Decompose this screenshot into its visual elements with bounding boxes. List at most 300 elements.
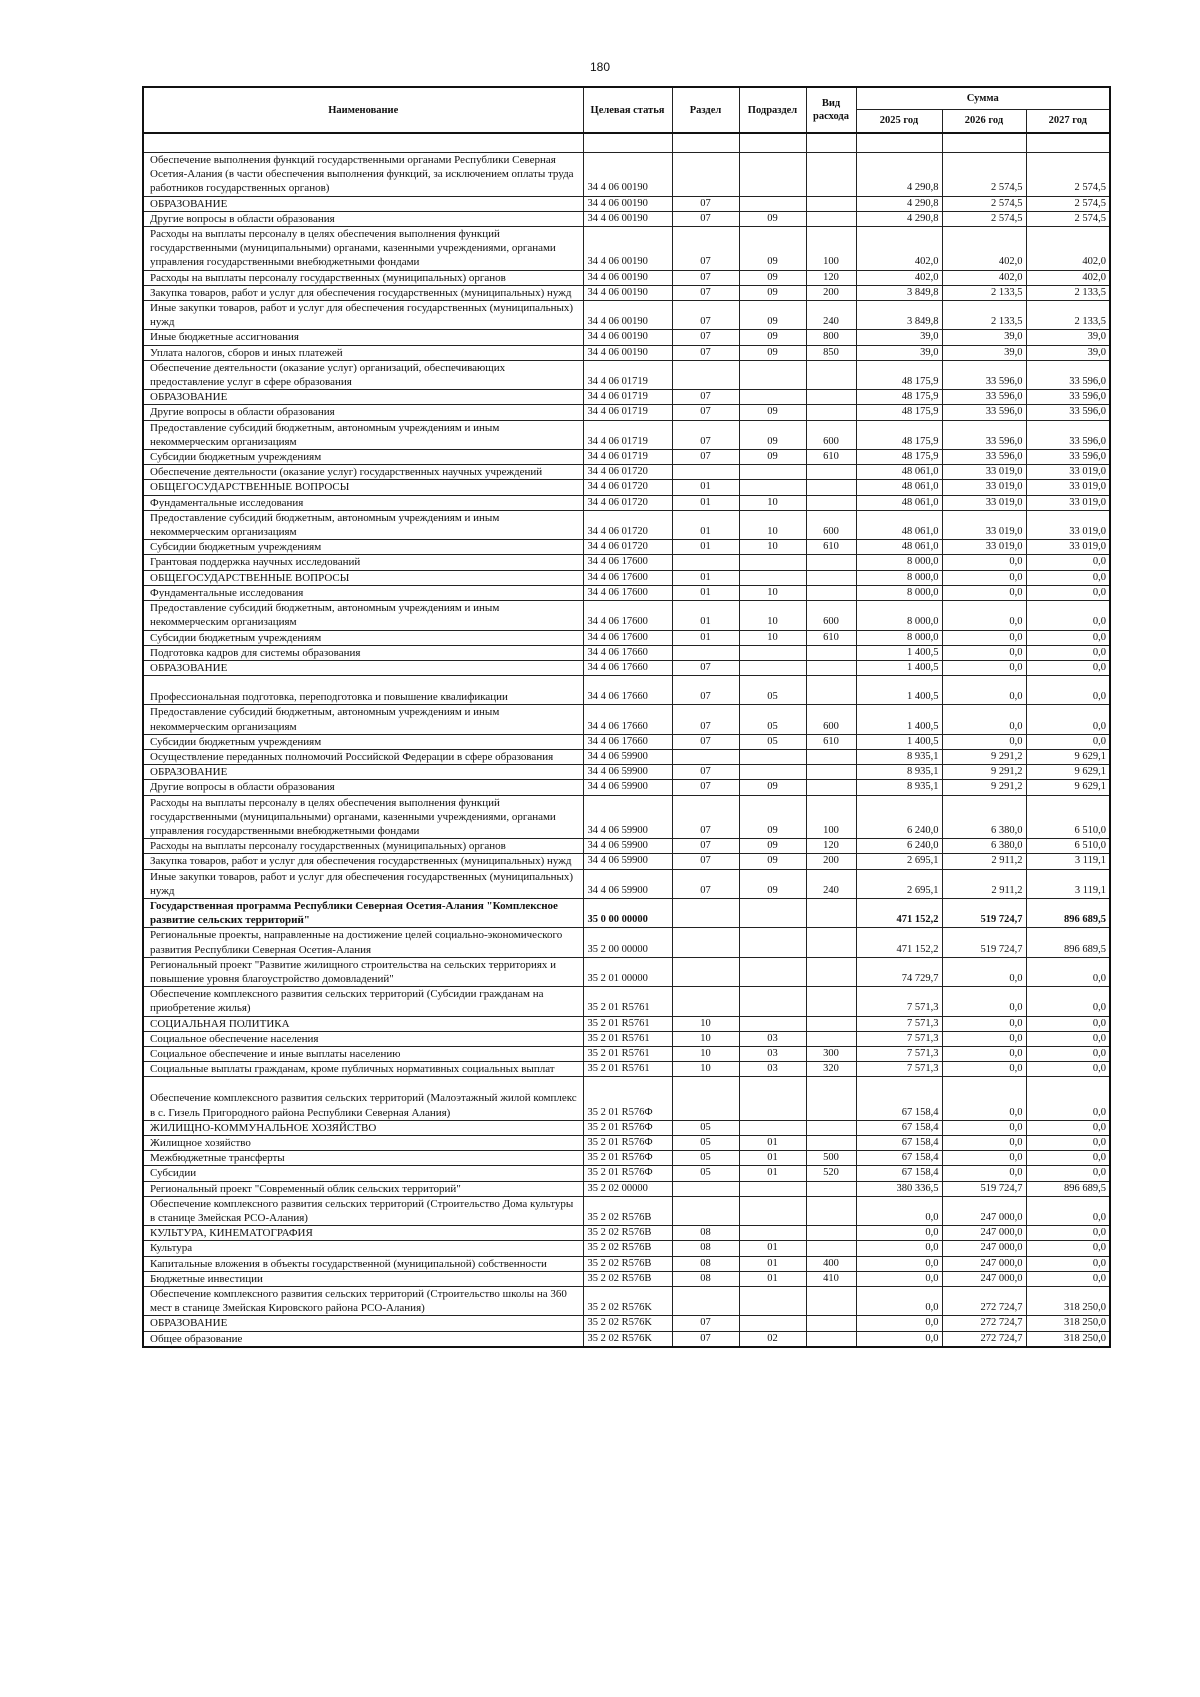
row-sum-2027: 9 629,1 [1026,780,1110,795]
table-row [143,869,1110,898]
row-sum-2025: 7 571,3 [856,1062,942,1077]
row-target-article: 34 4 06 01719 [583,450,672,465]
row-sum-2026: 33 019,0 [942,510,1026,539]
table-row [143,1016,1110,1031]
row-subsection: 01 [739,1241,806,1256]
table-row [143,1151,1110,1166]
row-expense-type [806,1120,856,1135]
row-expense-type [806,749,856,764]
row-expense-type [806,1181,856,1196]
row-sum-2025: 4 290,8 [856,196,942,211]
row-sum-2027: 2 133,5 [1026,285,1110,300]
row-target-article: 35 2 01 R576Ф [583,1120,672,1135]
row-sum-2026: 33 019,0 [942,540,1026,555]
table-row [143,196,1110,211]
table-row [143,510,1110,539]
row-target-article: 34 4 06 17600 [583,601,672,630]
row-sum-2025: 7 571,3 [856,987,942,1016]
row-subsection [739,1316,806,1331]
row-expense-type [806,1077,856,1120]
row-expense-type: 520 [806,1166,856,1181]
row-target-article: 35 2 01 R5761 [583,1016,672,1031]
row-expense-type [806,1196,856,1225]
row-sum-2027: 0,0 [1026,1271,1110,1286]
row-sum-2025: 8 000,0 [856,555,942,570]
row-subsection: 03 [739,1046,806,1061]
row-target-article: 35 2 02 R576B [583,1226,672,1241]
header-subsection: Подраздел [739,87,806,133]
row-expense-type: 120 [806,270,856,285]
row-sum-2025: 0,0 [856,1241,942,1256]
row-name: Расходы на выплаты персоналу в целях обеспечения выполнения функций государственными (муниципальными) органами, казенными учреждениями, органами управления государственными внебюджетными фондами [143,227,583,271]
row-sum-2027: 896 689,5 [1026,898,1110,927]
row-section: 07 [672,227,739,271]
row-sum-2025: 0,0 [856,1271,942,1286]
row-sum-2027: 33 019,0 [1026,510,1110,539]
row-target-article: 34 4 06 00190 [583,270,672,285]
budget-table [142,86,1111,1348]
row-sum-2027: 318 250,0 [1026,1316,1110,1331]
row-expense-type [806,405,856,420]
row-subsection: 09 [739,211,806,226]
row-expense-type: 610 [806,734,856,749]
row-name: Фундаментальные исследования [143,585,583,600]
row-name: СОЦИАЛЬНАЯ ПОЛИТИКА [143,1016,583,1031]
row-expense-type: 200 [806,854,856,869]
row-section: 07 [672,795,739,839]
row-name: ОБРАЗОВАНИЕ [143,196,583,211]
row-sum-2026: 9 291,2 [942,749,1026,764]
row-target-article: 35 2 02 R576B [583,1196,672,1225]
table-row [143,420,1110,449]
row-name: Бюджетные инвестиции [143,1271,583,1286]
row-target-article: 34 4 06 17600 [583,630,672,645]
header-target-article: Целевая статья [583,87,672,133]
row-target-article: 34 4 06 59900 [583,765,672,780]
row-sum-2025: 67 158,4 [856,1077,942,1120]
row-subsection [739,480,806,495]
row-expense-type: 240 [806,301,856,330]
header-year-2026: 2026 год [942,109,1026,133]
row-section: 07 [672,211,739,226]
table-row [143,795,1110,839]
row-sum-2027: 0,0 [1026,1151,1110,1166]
row-target-article: 35 2 01 R5761 [583,1046,672,1061]
row-section: 07 [672,839,739,854]
row-target-article: 35 2 01 R5761 [583,987,672,1016]
row-section: 08 [672,1256,739,1271]
row-sum-2027: 0,0 [1026,1016,1110,1031]
row-name: Иные закупки товаров, работ и услуг для обеспечения государственных (муниципальных) нужд [143,301,583,330]
row-sum-2025: 7 571,3 [856,1031,942,1046]
header-year-2027: 2027 год [1026,109,1110,133]
table-row [143,854,1110,869]
row-subsection: 03 [739,1031,806,1046]
row-sum-2027: 0,0 [1026,585,1110,600]
row-sum-2027: 9 629,1 [1026,749,1110,764]
row-sum-2026: 33 596,0 [942,450,1026,465]
row-target-article: 35 2 01 R5761 [583,1031,672,1046]
row-sum-2025: 0,0 [856,1256,942,1271]
row-target-article: 34 4 06 01719 [583,420,672,449]
row-sum-2025: 48 061,0 [856,465,942,480]
row-expense-type: 800 [806,330,856,345]
row-section: 10 [672,1031,739,1046]
row-sum-2025: 39,0 [856,345,942,360]
row-sum-2025: 48 175,9 [856,390,942,405]
row-name: ОБЩЕГОСУДАРСТВЕННЫЕ ВОПРОСЫ [143,480,583,495]
row-section: 07 [672,196,739,211]
table-row [143,480,1110,495]
table-spacer-row [143,133,1110,153]
row-subsection [739,957,806,986]
row-sum-2026: 519 724,7 [942,928,1026,957]
row-name: Предоставление субсидий бюджетным, автономным учреждениям и иным некоммерческим организациям [143,510,583,539]
table-row [143,360,1110,389]
row-sum-2025: 8 935,1 [856,780,942,795]
row-sum-2025: 48 175,9 [856,420,942,449]
table-row [143,390,1110,405]
row-expense-type: 850 [806,345,856,360]
row-section [672,898,739,927]
row-subsection: 05 [739,705,806,734]
row-expense-type: 610 [806,630,856,645]
row-target-article: 34 4 06 00190 [583,330,672,345]
table-row [143,765,1110,780]
row-section: 01 [672,480,739,495]
row-subsection: 09 [739,227,806,271]
row-sum-2026: 0,0 [942,705,1026,734]
row-sum-2025: 39,0 [856,330,942,345]
row-sum-2026: 519 724,7 [942,898,1026,927]
row-section: 07 [672,301,739,330]
row-sum-2026: 0,0 [942,630,1026,645]
row-target-article: 35 2 02 R576K [583,1287,672,1316]
row-target-article: 34 4 06 59900 [583,749,672,764]
row-sum-2025: 3 849,8 [856,301,942,330]
row-sum-2027: 2 574,5 [1026,211,1110,226]
row-sum-2027: 0,0 [1026,957,1110,986]
row-subsection: 09 [739,420,806,449]
table-row [143,1241,1110,1256]
row-subsection: 01 [739,1151,806,1166]
row-sum-2027: 0,0 [1026,705,1110,734]
row-expense-type: 320 [806,1062,856,1077]
row-sum-2025: 8 000,0 [856,570,942,585]
row-sum-2027: 6 510,0 [1026,839,1110,854]
row-target-article: 34 4 06 01720 [583,510,672,539]
row-sum-2027: 896 689,5 [1026,928,1110,957]
row-subsection [739,360,806,389]
row-subsection: 01 [739,1136,806,1151]
table-row [143,957,1110,986]
row-sum-2025: 402,0 [856,227,942,271]
row-name: Предоставление субсидий бюджетным, автономным учреждениям и иным некоммерческим организациям [143,420,583,449]
row-sum-2026: 9 291,2 [942,765,1026,780]
row-sum-2027: 3 119,1 [1026,854,1110,869]
table-row [143,465,1110,480]
row-sum-2026: 2 133,5 [942,301,1026,330]
table-row [143,270,1110,285]
row-name: Расходы на выплаты персоналу государственных (муниципальных) органов [143,839,583,854]
table-row [143,645,1110,660]
row-target-article: 35 0 00 00000 [583,898,672,927]
row-expense-type: 120 [806,839,856,854]
row-name: Грантовая поддержка научных исследований [143,555,583,570]
row-sum-2027: 896 689,5 [1026,1181,1110,1196]
table-row [143,1196,1110,1225]
row-target-article: 34 4 06 01720 [583,480,672,495]
row-name: Подготовка кадров для системы образования [143,645,583,660]
row-target-article: 35 2 01 R576Ф [583,1136,672,1151]
row-name: Профессиональная подготовка, переподготовка и повышение квалификации [143,676,583,705]
row-target-article: 35 2 02 00000 [583,1181,672,1196]
row-expense-type [806,196,856,211]
row-sum-2026: 39,0 [942,330,1026,345]
row-subsection [739,1077,806,1120]
table-row [143,839,1110,854]
row-sum-2025: 74 729,7 [856,957,942,986]
row-sum-2027: 0,0 [1026,987,1110,1016]
row-sum-2026: 0,0 [942,1031,1026,1046]
row-subsection [739,390,806,405]
row-name: Субсидии бюджетным учреждениям [143,734,583,749]
table-row [143,1331,1110,1347]
row-subsection: 09 [739,854,806,869]
row-sum-2025: 1 400,5 [856,734,942,749]
row-sum-2027: 0,0 [1026,1136,1110,1151]
row-subsection: 09 [739,270,806,285]
table-row [143,1316,1110,1331]
row-name: Государственная программа Республики Северная Осетия-Алания "Комплексное развитие сельских территорий" [143,898,583,927]
table-row [143,780,1110,795]
row-expense-type: 100 [806,795,856,839]
row-section: 10 [672,1016,739,1031]
row-expense-type [806,660,856,675]
row-sum-2025: 0,0 [856,1316,942,1331]
row-sum-2025: 48 061,0 [856,540,942,555]
row-sum-2025: 48 175,9 [856,405,942,420]
row-section: 07 [672,390,739,405]
row-name: Субсидии бюджетным учреждениям [143,630,583,645]
row-target-article: 34 4 06 00190 [583,227,672,271]
row-section: 01 [672,570,739,585]
row-name: ОБРАЗОВАНИЕ [143,660,583,675]
row-subsection [739,1016,806,1031]
row-name: Расходы на выплаты персоналу государственных (муниципальных) органов [143,270,583,285]
row-sum-2025: 67 158,4 [856,1120,942,1135]
row-sum-2027: 39,0 [1026,330,1110,345]
row-sum-2025: 1 400,5 [856,645,942,660]
row-sum-2026: 0,0 [942,987,1026,1016]
table-row [143,301,1110,330]
row-subsection: 05 [739,734,806,749]
row-target-article: 35 2 01 00000 [583,957,672,986]
row-sum-2027: 0,0 [1026,1077,1110,1120]
row-sum-2025: 48 175,9 [856,450,942,465]
row-sum-2025: 8 000,0 [856,601,942,630]
row-section: 07 [672,450,739,465]
row-expense-type: 600 [806,420,856,449]
row-expense-type [806,153,856,197]
row-expense-type [806,390,856,405]
table-row [143,1120,1110,1135]
row-subsection [739,765,806,780]
row-subsection [739,898,806,927]
row-sum-2026: 2 574,5 [942,196,1026,211]
row-section: 07 [672,734,739,749]
row-sum-2025: 0,0 [856,1226,942,1241]
row-sum-2026: 33 596,0 [942,360,1026,389]
row-target-article: 34 4 06 01720 [583,495,672,510]
row-sum-2026: 272 724,7 [942,1331,1026,1347]
row-sum-2026: 272 724,7 [942,1316,1026,1331]
row-subsection: 09 [739,839,806,854]
row-section [672,360,739,389]
row-name: Закупка товаров, работ и услуг для обеспечения государственных (муниципальных) нужд [143,285,583,300]
row-section [672,1181,739,1196]
table-row [143,1136,1110,1151]
table-row [143,495,1110,510]
row-section: 08 [672,1271,739,1286]
row-target-article: 34 4 06 59900 [583,839,672,854]
row-expense-type: 500 [806,1151,856,1166]
table-body [143,133,1110,1347]
row-expense-type [806,1136,856,1151]
row-subsection: 09 [739,869,806,898]
row-expense-type: 200 [806,285,856,300]
row-target-article: 34 4 06 17660 [583,705,672,734]
row-sum-2027: 33 596,0 [1026,405,1110,420]
row-subsection [739,153,806,197]
row-sum-2026: 33 596,0 [942,405,1026,420]
row-subsection [739,1287,806,1316]
row-target-article: 34 4 06 17660 [583,660,672,675]
table-row [143,660,1110,675]
row-sum-2026: 39,0 [942,345,1026,360]
row-sum-2026: 0,0 [942,1136,1026,1151]
row-sum-2027: 0,0 [1026,1046,1110,1061]
row-target-article: 34 4 06 00190 [583,301,672,330]
row-expense-type [806,480,856,495]
row-expense-type [806,1226,856,1241]
row-section [672,957,739,986]
row-sum-2025: 8 935,1 [856,749,942,764]
row-expense-type: 400 [806,1256,856,1271]
row-sum-2026: 0,0 [942,570,1026,585]
table-row [143,570,1110,585]
row-name: Предоставление субсидий бюджетным, автономным учреждениям и иным некоммерческим организациям [143,705,583,734]
row-target-article: 34 4 06 00190 [583,153,672,197]
row-sum-2027: 318 250,0 [1026,1331,1110,1347]
row-section: 07 [672,270,739,285]
row-sum-2026: 33 596,0 [942,390,1026,405]
row-subsection: 09 [739,450,806,465]
row-expense-type [806,1016,856,1031]
row-sum-2026: 2 911,2 [942,869,1026,898]
row-expense-type: 600 [806,705,856,734]
row-name: ОБЩЕГОСУДАРСТВЕННЫЕ ВОПРОСЫ [143,570,583,585]
row-target-article: 35 2 01 R576Ф [583,1151,672,1166]
row-name: Региональный проект "Развитие жилищного строительства на сельских территориях и повышение уровня благоустройство домовладений" [143,957,583,986]
row-section: 07 [672,420,739,449]
row-section: 07 [672,676,739,705]
row-sum-2025: 402,0 [856,270,942,285]
row-sum-2026: 6 380,0 [942,839,1026,854]
row-name: Обеспечение деятельности (оказание услуг) государственных научных учреждений [143,465,583,480]
row-subsection: 10 [739,630,806,645]
row-expense-type [806,898,856,927]
row-subsection [739,570,806,585]
table-row [143,1031,1110,1046]
row-expense-type: 610 [806,540,856,555]
row-name: Предоставление субсидий бюджетным, автономным учреждениям и иным некоммерческим организациям [143,601,583,630]
row-name: Общее образование [143,1331,583,1347]
row-sum-2026: 33 019,0 [942,495,1026,510]
row-section [672,153,739,197]
row-target-article: 34 4 06 00190 [583,211,672,226]
row-expense-type [806,1031,856,1046]
row-target-article: 34 4 06 01719 [583,390,672,405]
row-target-article: 34 4 06 59900 [583,795,672,839]
table-row [143,450,1110,465]
row-name: Региональный проект "Современный облик сельских территорий" [143,1181,583,1196]
row-sum-2026: 0,0 [942,676,1026,705]
row-sum-2025: 8 000,0 [856,585,942,600]
row-name: Иные закупки товаров, работ и услуг для обеспечения государственных (муниципальных) нужд [143,869,583,898]
row-sum-2025: 48 061,0 [856,510,942,539]
row-sum-2027: 33 596,0 [1026,390,1110,405]
row-subsection [739,1196,806,1225]
row-section [672,1196,739,1225]
row-sum-2025: 67 158,4 [856,1151,942,1166]
row-section: 05 [672,1120,739,1135]
row-target-article: 34 4 06 17660 [583,645,672,660]
row-subsection: 03 [739,1062,806,1077]
table-row [143,211,1110,226]
row-name: Обеспечение комплексного развития сельских территорий (Строительство школы на 360 мест в станице Змейская Кировского района РСО-Алания) [143,1287,583,1316]
row-sum-2026: 0,0 [942,645,1026,660]
row-section: 07 [672,705,739,734]
row-expense-type: 610 [806,450,856,465]
row-sum-2027: 402,0 [1026,227,1110,271]
row-subsection: 09 [739,285,806,300]
row-section: 01 [672,495,739,510]
row-name: Другие вопросы в области образования [143,405,583,420]
row-sum-2027: 9 629,1 [1026,765,1110,780]
row-name: Фундаментальные исследования [143,495,583,510]
row-section: 07 [672,869,739,898]
row-name: Закупка товаров, работ и услуг для обеспечения государственных (муниципальных) нужд [143,854,583,869]
row-sum-2025: 7 571,3 [856,1046,942,1061]
row-sum-2027: 0,0 [1026,1062,1110,1077]
table-row [143,734,1110,749]
row-expense-type: 600 [806,510,856,539]
row-sum-2027: 0,0 [1026,645,1110,660]
page-number: 180 [589,60,611,74]
row-sum-2027: 0,0 [1026,1166,1110,1181]
row-sum-2025: 4 290,8 [856,153,942,197]
row-subsection: 01 [739,1256,806,1271]
row-sum-2025: 6 240,0 [856,839,942,854]
row-subsection: 01 [739,1166,806,1181]
row-subsection: 09 [739,330,806,345]
row-sum-2027: 318 250,0 [1026,1287,1110,1316]
row-sum-2026: 0,0 [942,1166,1026,1181]
row-expense-type [806,570,856,585]
row-subsection [739,928,806,957]
row-expense-type [806,765,856,780]
